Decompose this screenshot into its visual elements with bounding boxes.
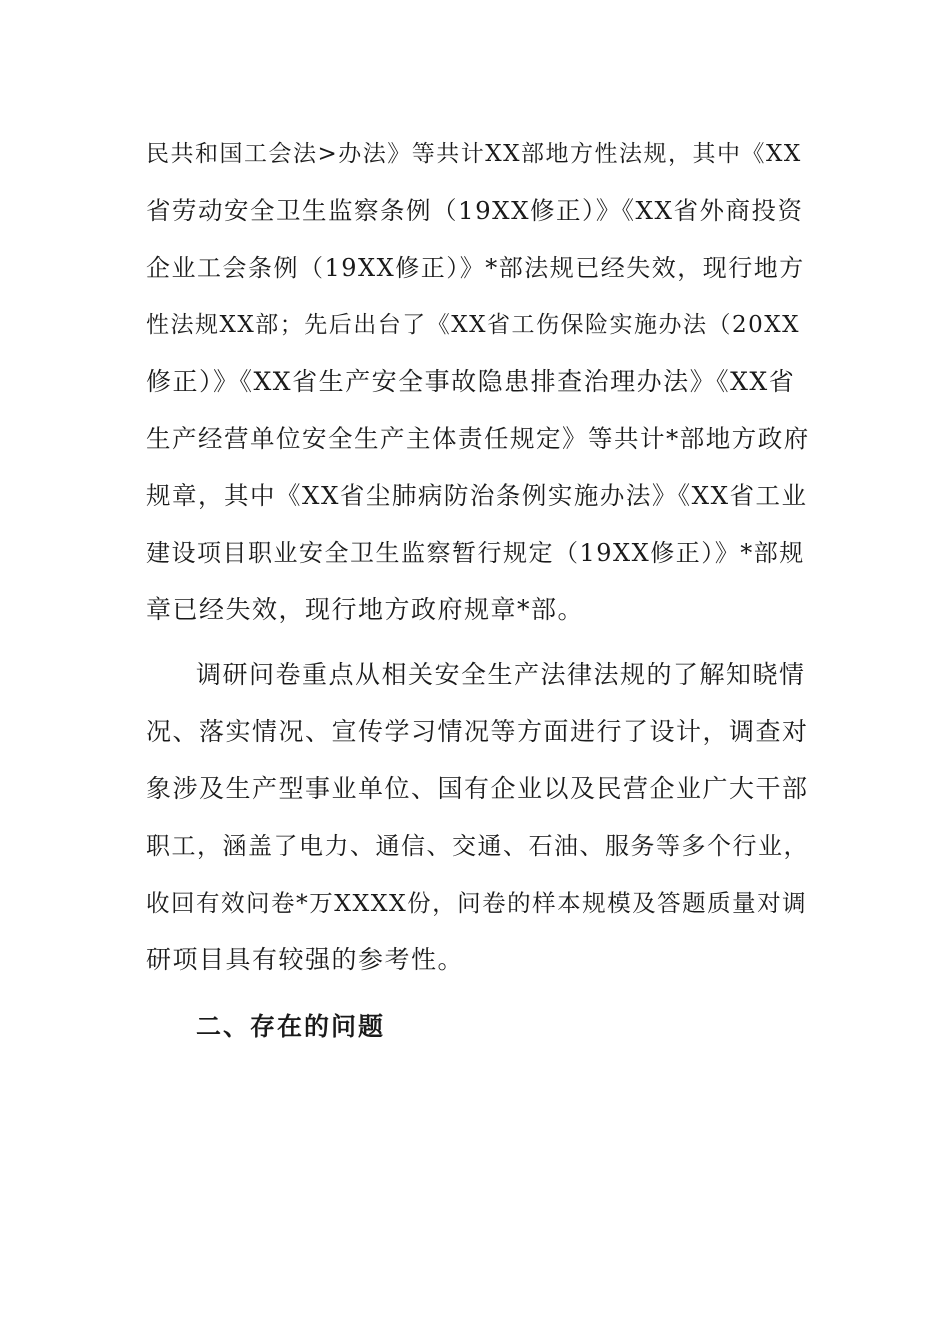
- paragraph-1-line-8: 建设项目职业安全卫生监察暂行规定（19XX修正）》*部规: [146, 539, 805, 567]
- paragraph-2-line-1: 调研问卷重点从相关安全生产法律法规的了解知晓情: [196, 660, 806, 689]
- paragraph-1-line-9: 章已经失效，现行地方政府规章*部。: [146, 595, 585, 624]
- paragraph-2-line-3: 象涉及生产型事业单位、国有企业以及民营企业广大干部: [146, 774, 809, 803]
- section-heading: 二、存在的问题: [196, 1012, 386, 1041]
- paragraph-2-line-2: 况、落实情况、宣传学习情况等方面进行了设计，调查对: [146, 717, 809, 746]
- paragraph-1-line-3: 企业工会条例（19XX修正）》*部法规已经失效，现行地方: [146, 254, 805, 282]
- paragraph-1-line-7: 规章，其中《XX省尘肺病防治条例实施办法》《XX省工业: [146, 481, 808, 510]
- paragraph-1-line-6: 生产经营单位安全生产主体责任规定》等共计*部地方政府: [146, 424, 810, 453]
- paragraph-1-line-5: 修正）》《XX省生产安全事故隐患排查治理办法》《XX省: [146, 367, 796, 396]
- paragraph-1-line-4: 性法规XX部；先后出台了《XX省工伤保险实施办法（20XX: [146, 312, 801, 338]
- paragraph-2-line-6: 研项目具有较强的参考性。: [146, 945, 465, 974]
- paragraph-1-line-2: 省劳动安全卫生监察条例（19XX修正）》《XX省外商投资: [146, 196, 804, 225]
- paragraph-1-line-1: 民共和国工会法>办法》等共计XX部地方性法规，其中《XX: [146, 141, 802, 167]
- paragraph-2-line-4: 职工，涵盖了电力、通信、交通、石油、服务等多个行业，: [146, 832, 809, 860]
- paragraph-2-line-5: 收回有效问卷*万XXXX份，问卷的样本规模及答题质量对调: [146, 889, 808, 917]
